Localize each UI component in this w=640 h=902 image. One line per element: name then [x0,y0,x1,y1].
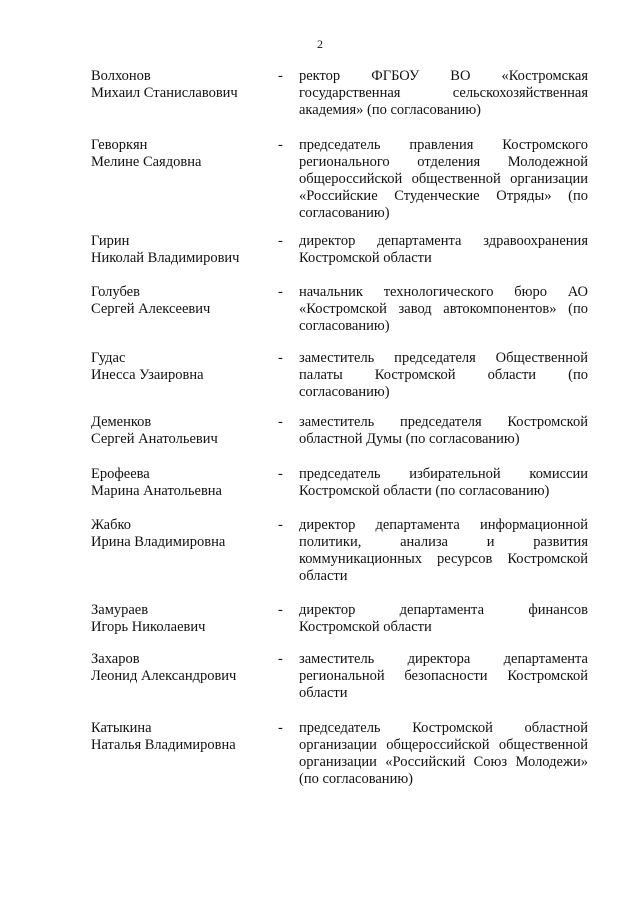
page-number: 2 [317,37,323,51]
member-given-name: Игорь Николаевич [91,619,206,635]
dash: - [278,350,283,366]
member-role: председатель Костромской областной организации общероссийской общественной организации «Российский Союз Молодежи» (по согласованию) [299,720,588,787]
dash: - [278,68,283,84]
member-surname: Гудас [91,350,126,366]
dash: - [278,137,283,153]
member-surname: Ерофеева [91,466,150,482]
member-role: директор департамента информационной политики, анализа и развития коммуникационных ресурсов Костромской области [299,517,588,584]
member-surname: Волхонов [91,68,151,84]
dash: - [278,651,283,667]
member-surname: Деменков [91,414,152,430]
member-role: заместитель председателя Костромской областной Думы (по согласованию) [299,414,588,447]
member-given-name: Марина Анатольевна [91,483,222,499]
member-name [91,350,276,384]
member-role: ректор ФГБОУ ВО «Костромская государственная сельскохозяйственная академия» (по согласованию) [299,68,588,118]
member-role: директор департамента финансов Костромской области [299,602,588,635]
member-role: заместитель директора департамента региональной безопасности Костромской области [299,651,588,701]
member-name [91,651,276,685]
member-surname: Гирин [91,233,130,249]
member-name [91,602,276,636]
dash: - [278,517,283,533]
dash: - [278,233,283,249]
dash: - [278,414,283,430]
member-given-name: Сергей Анатольевич [91,431,218,447]
member-given-name: Николай Владимирович [91,250,240,266]
member-given-name: Инесса Узаировна [91,367,204,383]
member-role: заместитель председателя Общественной палаты Костромской области (по согласованию) [299,350,588,400]
member-role: председатель избирательной комиссии Костромской области (по согласованию) [299,466,588,499]
member-surname: Жабко [91,517,132,533]
dash: - [278,720,283,736]
member-given-name: Наталья Владимировна [91,737,236,753]
member-given-name: Сергей Алексеевич [91,301,211,317]
dash: - [278,602,283,618]
member-name [91,720,276,754]
member-name [91,284,276,318]
member-name [91,517,276,551]
member-given-name: Михаил Станиславович [91,85,238,101]
member-role: начальник технологического бюро АО «Костромской завод автокомпонентов» (по согласованию) [299,284,588,334]
member-surname: Замураев [91,602,149,618]
member-given-name: Мелине Саядовна [91,154,202,170]
member-surname: Катыкина [91,720,152,736]
member-surname: Голубев [91,284,140,300]
member-role: председатель правления Костромского регионального отделения Молодежной общероссийской общественной организации «Российские Студенческие Отряды» (по согласованию) [299,137,588,221]
member-name [91,137,276,171]
member-name [91,68,276,102]
dash: - [278,466,283,482]
member-name [91,466,276,500]
member-surname: Геворкян [91,137,148,153]
member-given-name: Ирина Владимировна [91,534,226,550]
member-given-name: Леонид Александрович [91,668,237,684]
member-name [91,414,276,448]
member-name [91,233,276,267]
member-surname: Захаров [91,651,140,667]
dash: - [278,284,283,300]
member-role: директор департамента здравоохранения Костромской области [299,233,588,266]
